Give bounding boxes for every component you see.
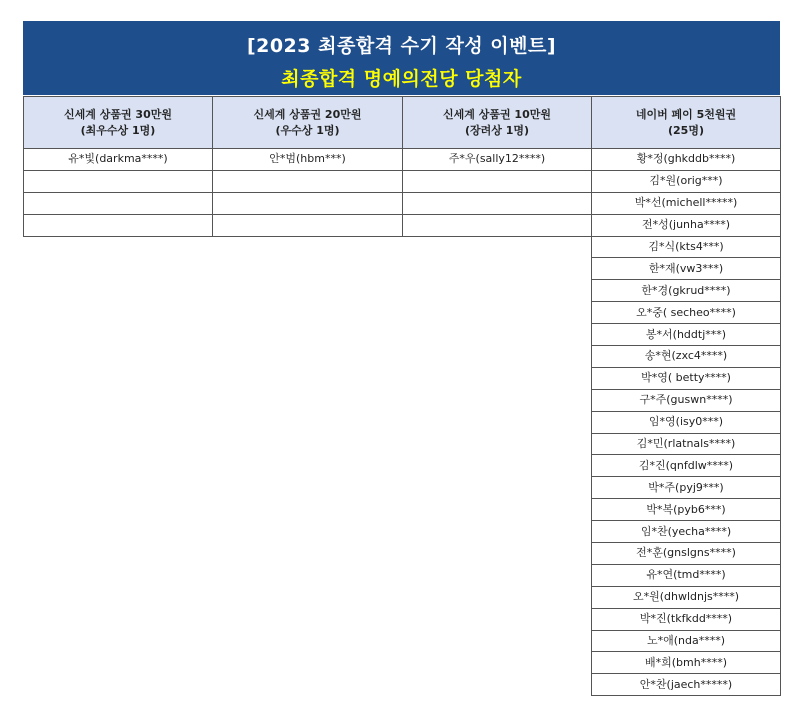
column-header-line2: (25명)	[668, 123, 704, 137]
winner-cell-naverpay: 송*현(zxc4****)	[592, 346, 781, 368]
event-subtitle: 최종합격 명예의전당 당첨자	[281, 68, 522, 90]
table-row	[24, 192, 781, 214]
winner-cell-naverpay: 박*복(pyb6***)	[592, 499, 781, 521]
table-row	[24, 630, 781, 652]
column-header-line1: 신세계 상품권 20만원	[253, 107, 362, 121]
column-header-line2: (우수상 1명)	[275, 123, 340, 137]
table-row	[24, 521, 781, 543]
empty-area	[24, 564, 213, 586]
empty-area	[403, 367, 592, 389]
winner-cell-encouragement	[403, 214, 592, 236]
winner-cell-naverpay: 봉*서(hddtj***)	[592, 324, 781, 346]
empty-area	[24, 346, 213, 368]
empty-area	[403, 389, 592, 411]
empty-area	[213, 608, 403, 630]
winner-cell-encouragement: 주*우(sally12****)	[403, 149, 592, 171]
empty-area	[403, 543, 592, 565]
winner-cell-naverpay: 김*민(rlatnals****)	[592, 433, 781, 455]
empty-area	[403, 346, 592, 368]
winner-cell-grand-prize: 유*빛(darkma****)	[24, 149, 213, 171]
table-header-row	[24, 97, 781, 149]
empty-area	[403, 302, 592, 324]
empty-area	[213, 411, 403, 433]
empty-area	[213, 389, 403, 411]
column-header-encouragement	[403, 97, 592, 149]
empty-area	[213, 367, 403, 389]
winner-cell-naverpay: 전*성(junha****)	[592, 214, 781, 236]
winner-cell-naverpay: 한*재(vw3***)	[592, 258, 781, 280]
column-header-grand-prize	[24, 97, 213, 149]
empty-area	[24, 521, 213, 543]
empty-area	[403, 280, 592, 302]
table-row	[24, 389, 781, 411]
empty-area	[213, 586, 403, 608]
empty-area	[24, 455, 213, 477]
empty-area	[24, 258, 213, 280]
column-header-line2: (장려상 1명)	[464, 123, 530, 137]
table-row	[24, 455, 781, 477]
empty-area	[213, 630, 403, 652]
winner-cell-naverpay: 박*주(pyj9***)	[592, 477, 781, 499]
empty-area	[403, 477, 592, 499]
winner-cell-naverpay: 오*중( secheo****)	[592, 302, 781, 324]
table-row	[24, 280, 781, 302]
table-row	[24, 302, 781, 324]
table-row	[24, 477, 781, 499]
event-title: [2023 최종합격 수기 작성 이벤트]	[246, 35, 557, 57]
winner-cell-naverpay: 오*원(dhwldnjs****)	[592, 586, 781, 608]
empty-area	[403, 411, 592, 433]
empty-area	[24, 433, 213, 455]
winner-cell-naverpay: 박*진(tkfkdd****)	[592, 608, 781, 630]
column-header-line1: 신세계 상품권 30만원	[64, 107, 172, 121]
empty-area	[403, 564, 592, 586]
table-row	[24, 543, 781, 565]
empty-area	[403, 608, 592, 630]
table-row	[24, 149, 781, 171]
empty-area	[403, 586, 592, 608]
winner-cell-naverpay: 김*식(kts4***)	[592, 236, 781, 258]
empty-area	[213, 236, 403, 258]
winner-cell-naverpay: 박*선(michell*****)	[592, 192, 781, 214]
table-row	[24, 499, 781, 521]
winner-cell-naverpay: 임*영(isy0***)	[592, 411, 781, 433]
table-row	[24, 367, 781, 389]
winner-cell-grand-prize	[24, 170, 213, 192]
table-row	[24, 411, 781, 433]
empty-area	[403, 433, 592, 455]
empty-area	[403, 652, 592, 674]
table-row	[24, 674, 781, 696]
empty-area	[213, 455, 403, 477]
empty-area	[24, 608, 213, 630]
winner-cell-naverpay: 황*정(ghkddb****)	[592, 149, 781, 171]
table-row	[24, 258, 781, 280]
empty-area	[403, 499, 592, 521]
column-header-naverpay	[592, 97, 781, 149]
empty-area	[403, 236, 592, 258]
empty-area	[403, 674, 592, 696]
winner-cell-naverpay: 김*원(orig***)	[592, 170, 781, 192]
empty-area	[24, 652, 213, 674]
table-row	[24, 564, 781, 586]
winners-table-body	[24, 149, 781, 696]
empty-area	[213, 652, 403, 674]
empty-area	[403, 324, 592, 346]
empty-area	[213, 477, 403, 499]
empty-area	[24, 630, 213, 652]
winner-cell-naverpay: 김*진(qnfdlw****)	[592, 455, 781, 477]
table-row	[24, 236, 781, 258]
column-header-line1: 신세계 상품권 10만원	[443, 107, 551, 121]
empty-area	[24, 543, 213, 565]
winner-cell-naverpay: 임*찬(yecha****)	[592, 521, 781, 543]
empty-area	[213, 564, 403, 586]
winner-cell-encouragement	[403, 192, 592, 214]
empty-area	[213, 324, 403, 346]
empty-area	[403, 521, 592, 543]
winner-cell-naverpay: 박*영( betty****)	[592, 367, 781, 389]
winner-cell-naverpay: 전*훈(gnslgns****)	[592, 543, 781, 565]
table-row	[24, 608, 781, 630]
empty-area	[213, 302, 403, 324]
table-row	[24, 324, 781, 346]
table-row	[24, 433, 781, 455]
empty-area	[24, 389, 213, 411]
empty-area	[24, 586, 213, 608]
table-row	[24, 652, 781, 674]
empty-area	[24, 674, 213, 696]
winner-cell-naverpay: 배*희(bmh****)	[592, 652, 781, 674]
empty-area	[213, 521, 403, 543]
column-header-line2: (최우수상 1명)	[80, 123, 156, 137]
empty-area	[24, 477, 213, 499]
empty-area	[403, 455, 592, 477]
empty-area	[213, 280, 403, 302]
event-banner	[23, 21, 780, 95]
winner-cell-excellence	[213, 192, 403, 214]
winner-cell-excellence: 안*범(hbm***)	[213, 149, 403, 171]
empty-area	[403, 630, 592, 652]
empty-area	[213, 346, 403, 368]
winner-cell-naverpay: 구*주(guswn****)	[592, 389, 781, 411]
winners-table	[23, 96, 781, 696]
winner-cell-naverpay: 유*연(tmd****)	[592, 564, 781, 586]
empty-area	[213, 543, 403, 565]
empty-area	[213, 499, 403, 521]
empty-area	[24, 236, 213, 258]
empty-area	[24, 324, 213, 346]
column-header-excellence	[213, 97, 403, 149]
winner-cell-naverpay: 안*찬(jaech*****)	[592, 674, 781, 696]
empty-area	[24, 367, 213, 389]
table-row	[24, 170, 781, 192]
winner-cell-excellence	[213, 214, 403, 236]
empty-area	[213, 433, 403, 455]
table-row	[24, 346, 781, 368]
winner-cell-encouragement	[403, 170, 592, 192]
winner-cell-naverpay: 노*애(nda****)	[592, 630, 781, 652]
empty-area	[403, 258, 592, 280]
empty-area	[24, 302, 213, 324]
column-header-line1: 네이버 페이 5천원권	[635, 107, 737, 121]
winner-cell-naverpay: 한*경(gkrud****)	[592, 280, 781, 302]
empty-area	[213, 674, 403, 696]
table-row	[24, 214, 781, 236]
table-row	[24, 586, 781, 608]
empty-area	[24, 499, 213, 521]
empty-area	[213, 258, 403, 280]
empty-area	[24, 280, 213, 302]
winner-cell-excellence	[213, 170, 403, 192]
empty-area	[24, 411, 213, 433]
winner-cell-grand-prize	[24, 214, 213, 236]
winner-cell-grand-prize	[24, 192, 213, 214]
